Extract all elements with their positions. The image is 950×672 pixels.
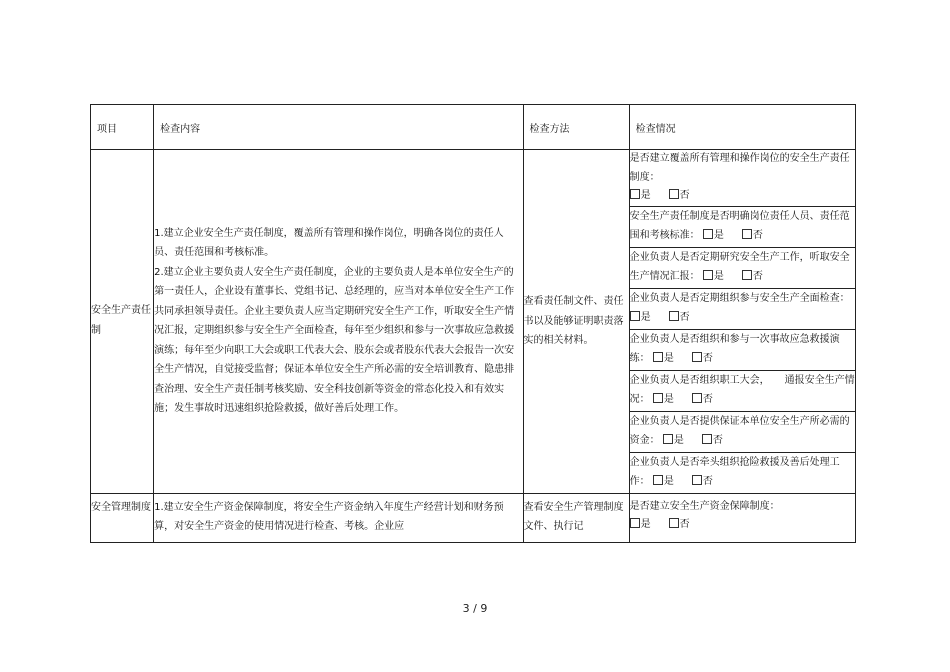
header-content: 检查内容 bbox=[154, 105, 523, 150]
check-question: 是否建立覆盖所有管理和操作岗位的安全生产责任制度： bbox=[629, 153, 850, 183]
checkbox-yes[interactable]: 是 bbox=[653, 353, 674, 364]
page-number: 3 / 9 bbox=[462, 602, 488, 615]
checkbox-no[interactable]: 否 bbox=[669, 519, 690, 530]
checkbox-no[interactable]: 否 bbox=[669, 190, 690, 201]
checkbox-yes[interactable]: 是 bbox=[630, 519, 651, 530]
checkbox-no[interactable]: 否 bbox=[702, 435, 723, 446]
checkbox-yes[interactable]: 是 bbox=[653, 476, 674, 487]
checkbox-yes[interactable]: 是 bbox=[703, 271, 724, 282]
item-cell bbox=[91, 493, 154, 542]
check-question: 是否建立安全生产资金保障制度： bbox=[629, 500, 780, 512]
checkbox-yes[interactable]: 是 bbox=[630, 190, 651, 201]
content-paragraph-2: 2.建立企业主要负责人安全生产责任制度，企业的主要负责人是本单位安全生产的第一责任人，企业设有董事长、党组书记、总经理的，应当对本单位安全生产工作共同承担领导责任。企业主要负责人应当定期研究安全生产工作，听取安全生产情况汇报，定期组织参与安全生产全面检查，每年至少组织和参与一次事故应急救援演练；每年至少向职工大会或职工代表大会、股东会或者股东代表大会报告一次安全生产情况，自觉接受监督；保证本单位安全生产所必需的安全培训教育、隐患排查治理、安全生产责任制考核奖励、安全科技创新等资金的常态化投入和有效实施；发生事故时迅速组织抢险救援，做好善后处理工作。 bbox=[154, 266, 515, 415]
header-item: 项目 bbox=[91, 105, 154, 150]
header-status: 检查情况 bbox=[629, 105, 855, 150]
checkbox-yes[interactable]: 是 bbox=[663, 435, 684, 446]
item-label: 安全生产责任制 bbox=[91, 305, 151, 337]
content-cell bbox=[154, 150, 523, 494]
checkbox-no[interactable]: 否 bbox=[742, 230, 763, 241]
check-question: 企业负责人是否定期研究安全生产工作，听取安全生产情况汇报： bbox=[629, 252, 850, 282]
content-paragraph-1: 1.建立企业安全生产责任制度，覆盖所有管理和操作岗位，明确各岗位的责任人员、责任范围和考核标准。 bbox=[154, 227, 504, 259]
method-cell: 查看责任制文件、责任书以及能够证明职责落实的相关材料。 bbox=[523, 150, 629, 494]
checkbox-yes[interactable]: 是 bbox=[703, 230, 724, 241]
check-question: 企业负责人是否组织和参与一次事故应急救援演练： bbox=[629, 334, 840, 364]
checkbox-no[interactable]: 否 bbox=[692, 353, 713, 364]
table-row bbox=[91, 493, 856, 542]
check-question: 企业负责人是否组织职工大会， 通报安全生产情况： bbox=[629, 375, 855, 405]
checkbox-no[interactable]: 否 bbox=[692, 476, 713, 487]
check-cell bbox=[629, 150, 855, 207]
check-cell bbox=[629, 288, 855, 329]
inspection-table bbox=[90, 104, 856, 543]
check-cell bbox=[629, 370, 855, 411]
check-question: 企业负责人是否定期组织参与安全生产全面检查： bbox=[629, 293, 850, 304]
check-cell bbox=[629, 411, 855, 452]
check-cell bbox=[629, 247, 855, 288]
check-question: 企业负责人是否提供保证本单位安全生产所必需的资金： bbox=[629, 416, 850, 446]
check-question: 安全生产责任制度是否明确岗位责任人员、责任范围和考核标准： bbox=[629, 211, 850, 241]
item-label: 安全管理制度 bbox=[91, 501, 151, 513]
header-method: 检查方法 bbox=[523, 105, 629, 150]
checkbox-no[interactable]: 否 bbox=[669, 312, 690, 323]
checkbox-no[interactable]: 否 bbox=[742, 271, 763, 282]
check-cell bbox=[629, 329, 855, 370]
content-cell: 1.建立安全生产资金保障制度，将安全生产资金纳入年度生产经营计划和财务预算，对安全生产资金的使用情况进行检查、考核。企业应 bbox=[154, 493, 523, 542]
checkbox-no[interactable]: 否 bbox=[692, 394, 713, 405]
check-cell bbox=[629, 206, 855, 247]
method-cell: 查看安全生产管理制度文件、执行记 bbox=[523, 493, 629, 542]
check-cell bbox=[629, 493, 855, 542]
table-row bbox=[91, 150, 856, 207]
item-cell bbox=[91, 150, 154, 494]
check-question: 企业负责人是否牵头组织抢险救援及善后处理工作： bbox=[629, 457, 840, 487]
header-row bbox=[91, 105, 856, 150]
checkbox-yes[interactable]: 是 bbox=[630, 312, 651, 323]
check-cell bbox=[629, 452, 855, 493]
checkbox-yes[interactable]: 是 bbox=[653, 394, 674, 405]
